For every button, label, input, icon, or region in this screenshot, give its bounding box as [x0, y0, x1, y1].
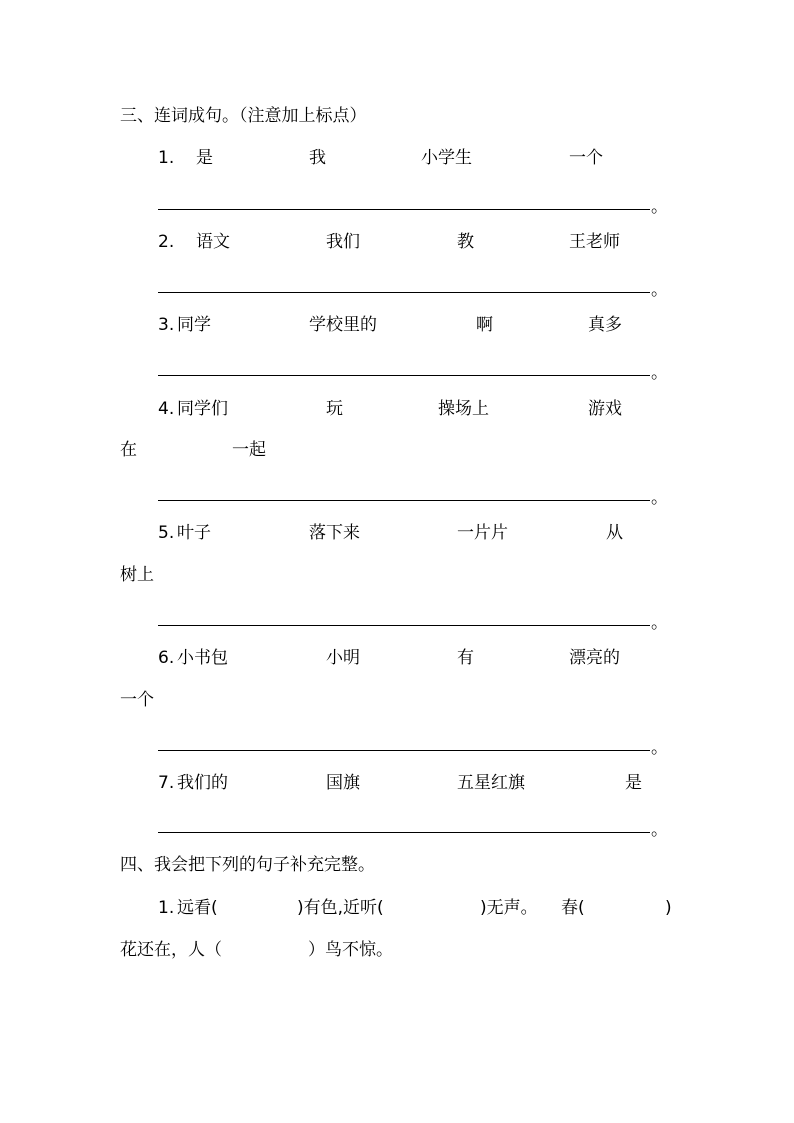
item-5-end-mark: 。 [651, 613, 668, 633]
section-3-heading: 三、连词成句。（注意加上标点） [120, 106, 367, 126]
item-2-word-1: 语文 [196, 232, 230, 252]
item-2-word-2: 我们 [326, 232, 360, 252]
item-7-word-1: 我们的 [177, 773, 228, 793]
item-7-word-2: 国旗 [326, 773, 360, 793]
item-7-number: 7. [158, 773, 175, 793]
item-4-word-6: 一起 [232, 440, 266, 460]
item-1-end-mark: 。 [651, 197, 668, 217]
item-1-word-3: 小学生 [421, 148, 472, 168]
s4-item-1-part-4: 春( [561, 898, 585, 918]
item-6-number: 6. [158, 648, 175, 668]
item-7-word-3: 五星红旗 [457, 773, 525, 793]
item-6-end-mark: 。 [651, 738, 668, 758]
item-5-word-4: 从 [606, 523, 623, 543]
item-5-word-3: 一片片 [457, 523, 508, 543]
item-5-number: 5. [158, 523, 175, 543]
item-4-word-4: 游戏 [588, 399, 622, 419]
item-6-answer-line[interactable] [158, 750, 650, 751]
s4-item-1-line2-part-1: 花还在，人（ [120, 940, 222, 960]
item-5-word-1: 叶子 [177, 523, 211, 543]
item-4-end-mark: 。 [651, 488, 668, 508]
section-4-heading: 四、我会把下列的句子补充完整。 [120, 855, 375, 875]
item-2-word-4: 王老师 [569, 232, 620, 252]
item-2-answer-line[interactable] [158, 292, 650, 293]
item-3-number: 3. [158, 315, 175, 335]
item-4-word-1: 同学们 [177, 399, 228, 419]
item-4-number: 4. [158, 399, 175, 419]
item-1-word-2: 我 [309, 148, 326, 168]
s4-item-1-part-5: ) [665, 898, 672, 918]
item-3-end-mark: 。 [651, 363, 668, 383]
s4-item-1-part-3: )无声。 [480, 898, 538, 918]
item-1-word-1: 是 [196, 148, 213, 168]
item-2-end-mark: 。 [651, 280, 668, 300]
item-2-word-3: 教 [457, 232, 474, 252]
item-4-answer-line[interactable] [158, 500, 650, 501]
item-3-word-1: 同学 [177, 315, 211, 335]
s4-item-1-number: 1. [158, 898, 175, 918]
item-3-word-4: 真多 [588, 315, 622, 335]
item-6-word-2: 小明 [326, 648, 360, 668]
item-5-word-2: 落下来 [309, 523, 360, 543]
item-7-word-4: 是 [625, 773, 642, 793]
item-1-word-4: 一个 [569, 148, 603, 168]
item-3-word-3: 啊 [476, 315, 493, 335]
item-6-word-5: 一个 [120, 690, 154, 710]
item-3-word-2: 学校里的 [309, 315, 377, 335]
item-1-number: 1. [158, 148, 175, 168]
item-5-word-5: 树上 [120, 565, 154, 585]
item-4-word-2: 玩 [326, 399, 343, 419]
s4-item-1-part-1: 远看( [177, 898, 218, 918]
item-7-answer-line[interactable] [158, 832, 650, 833]
item-2-number: 2. [158, 232, 175, 252]
item-4-word-3: 操场上 [438, 399, 489, 419]
item-7-end-mark: 。 [651, 820, 668, 840]
item-4-word-5: 在 [120, 440, 137, 460]
item-1-answer-line[interactable] [158, 209, 650, 210]
item-3-answer-line[interactable] [158, 375, 650, 376]
item-6-word-3: 有 [457, 648, 474, 668]
s4-item-1-part-2: )有色,近听( [297, 898, 384, 918]
item-5-answer-line[interactable] [158, 625, 650, 626]
item-6-word-4: 漂亮的 [569, 648, 620, 668]
item-6-word-1: 小书包 [177, 648, 228, 668]
s4-item-1-line2-part-2: ）鸟不惊。 [308, 940, 393, 960]
